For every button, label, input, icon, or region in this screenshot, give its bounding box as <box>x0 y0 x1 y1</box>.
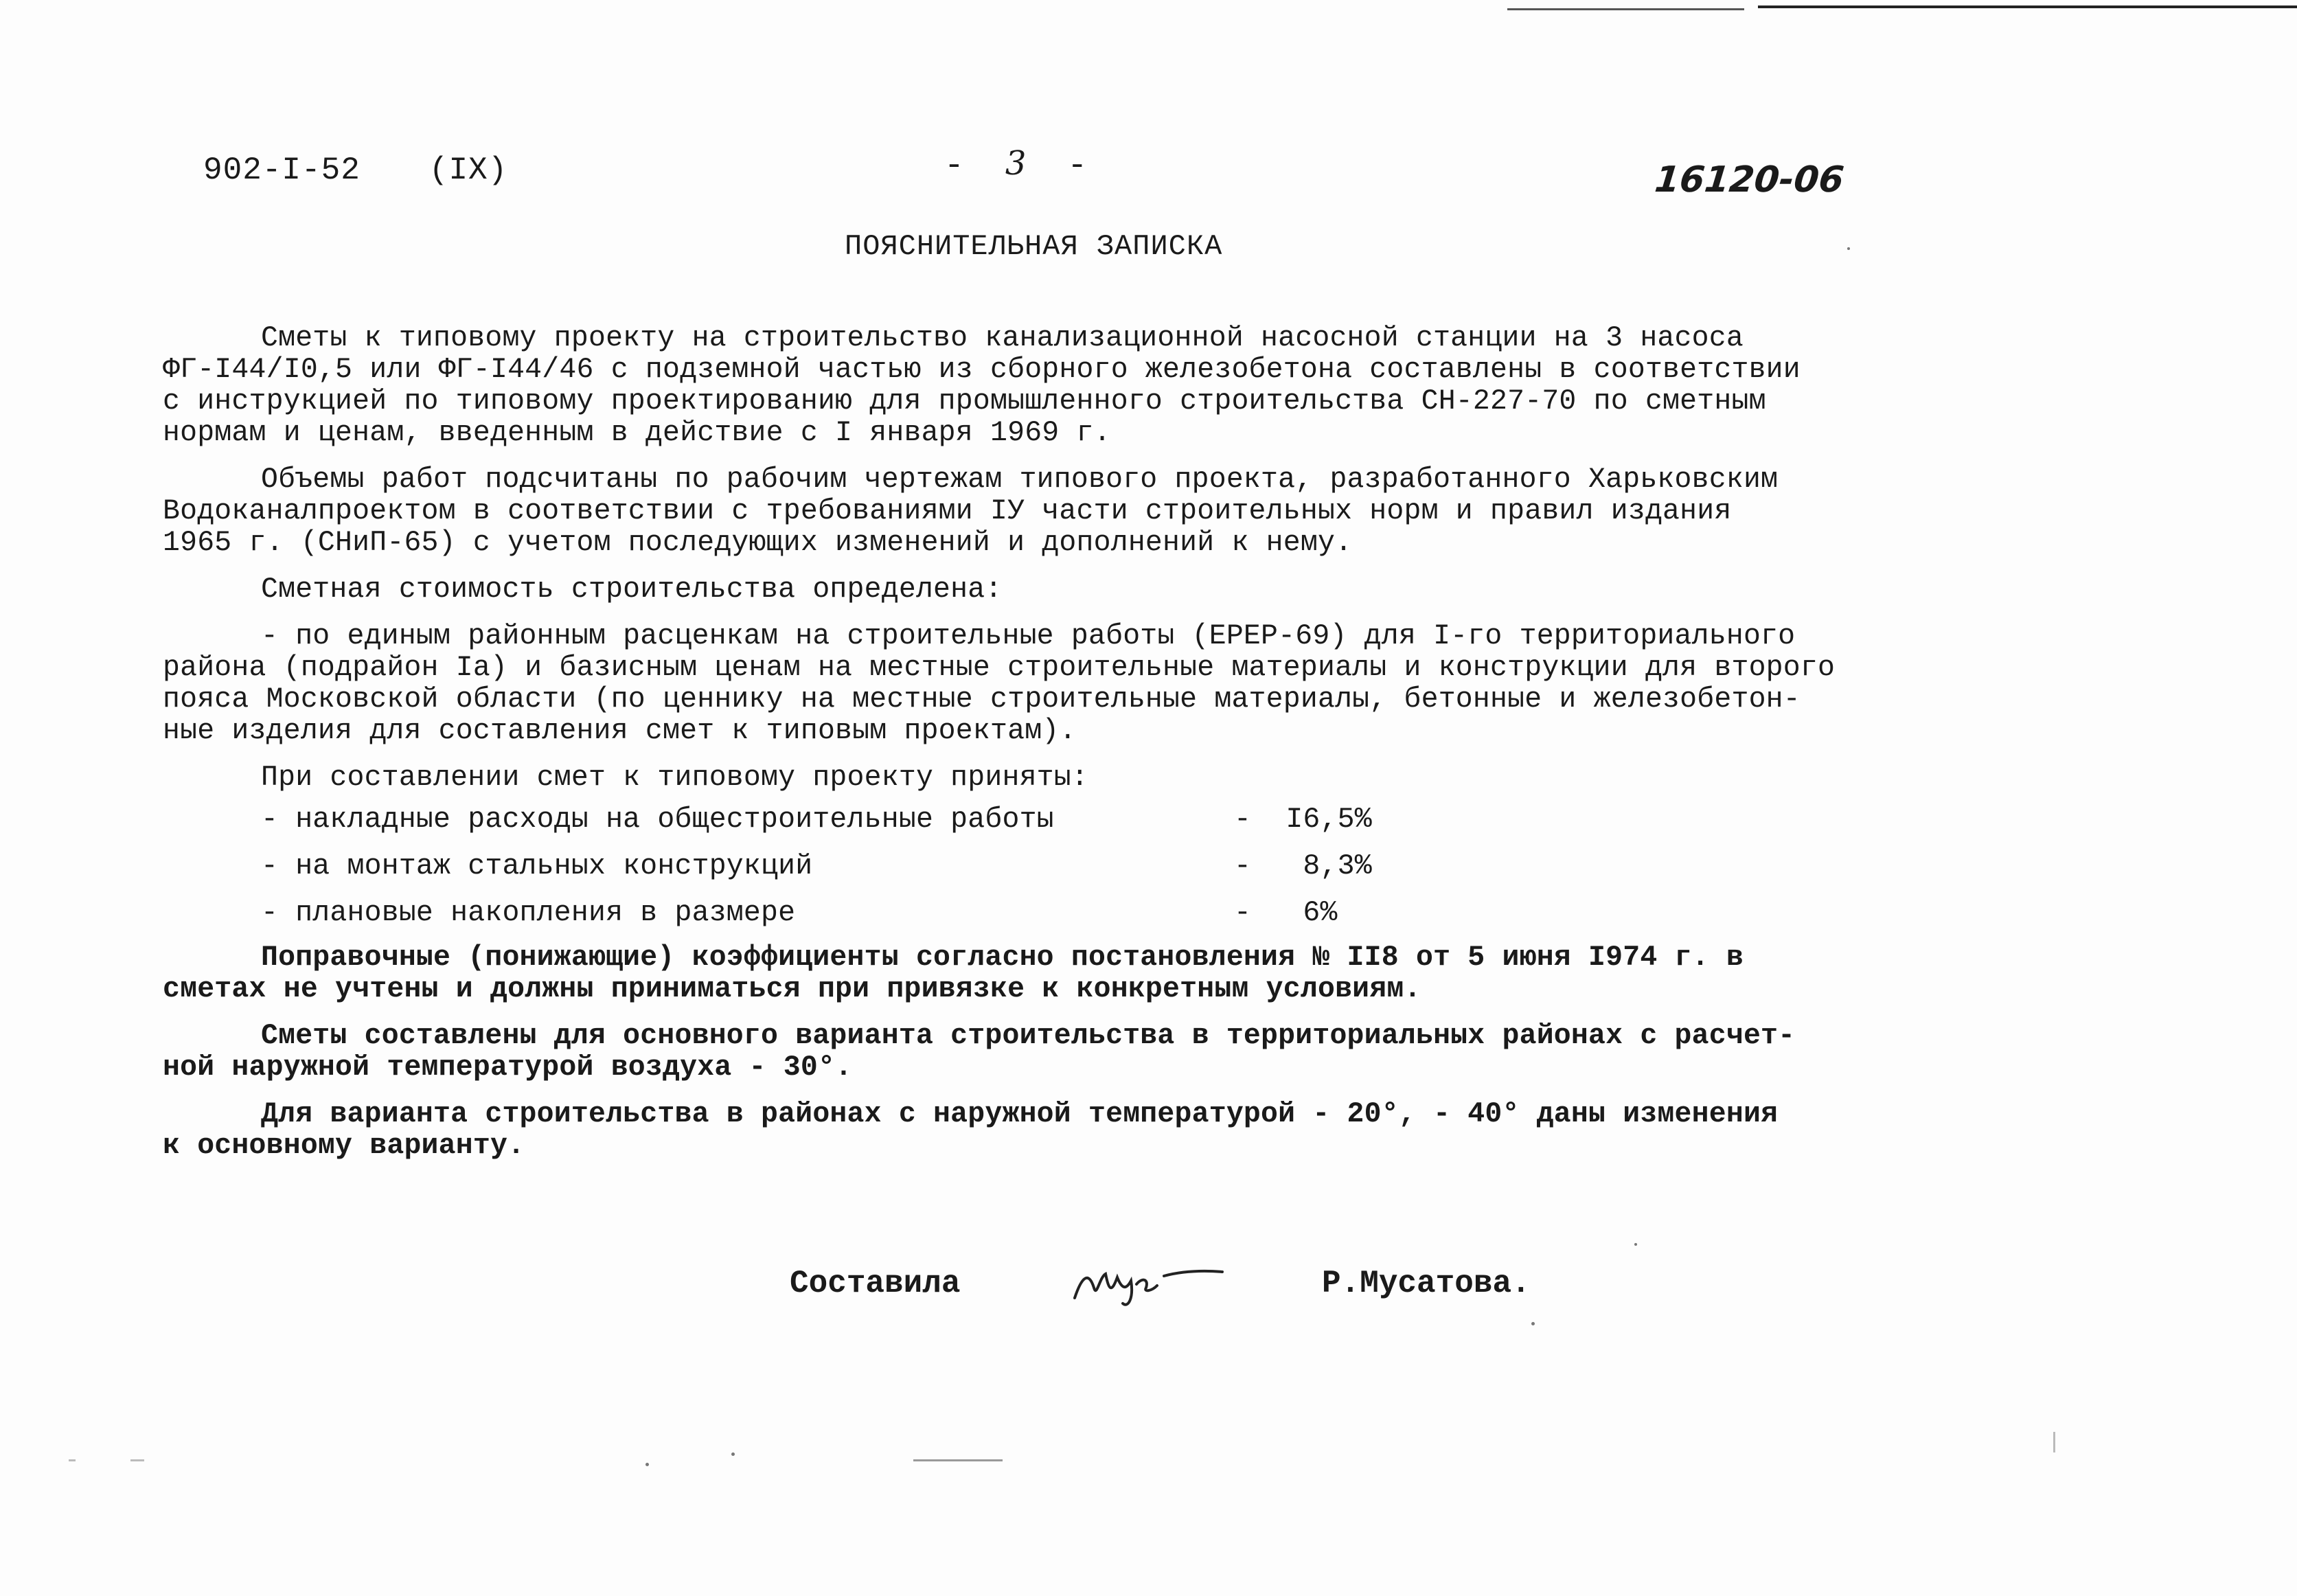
text-line: Для варианта строительства в районах с наружной температурой - 20°, - 40° даны изменения <box>261 1098 1779 1130</box>
scan-speck <box>1531 1322 1535 1325</box>
paragraph-accepted <box>163 762 2017 794</box>
rate-value: - 8,3% <box>1234 850 1372 882</box>
paragraph-rates-basis <box>163 621 2017 747</box>
paragraph-cost <box>163 574 2017 606</box>
paragraph-other-variants <box>163 1099 2017 1162</box>
text-line: ные изделия для составления смет к типовым проектам). <box>163 715 1077 747</box>
rate-label: - плановые накопления в размере <box>261 897 796 929</box>
compiled-by-label: Составила <box>790 1266 961 1301</box>
document-body <box>163 323 2017 1177</box>
doc-code-part: (IX) <box>428 152 508 188</box>
top-border-line <box>1507 8 1744 10</box>
page-number <box>944 144 1087 185</box>
rate-label: - на монтаж стальных конструкций <box>261 850 813 882</box>
text-line: нормам и ценам, введенным в действие с I января 1969 г. <box>163 417 1111 449</box>
archive-number: 16120-06 <box>1652 159 1847 201</box>
paragraph-coefficients <box>163 942 2017 1005</box>
paragraph-main-variant <box>163 1021 2017 1084</box>
handwritten-signature <box>1068 1250 1226 1312</box>
document-code <box>203 152 507 188</box>
text-line: Сметы к типовому проекту на строительство канализационной насосной станции на 3 насоса <box>261 322 1744 354</box>
top-border-line <box>1758 5 2297 8</box>
doc-code-number: 902-I-52 <box>203 152 361 188</box>
scan-speck <box>1634 1243 1637 1246</box>
text-line: - по единым районным расценкам на строительные работы (ЕРЕР-69) для I-го территориального <box>261 620 1796 652</box>
signature-block <box>790 1253 1614 1322</box>
text-line: с инструкцией по типовому проектированию для промышленного строительства СН-227-70 по сметным <box>163 385 1766 418</box>
scan-speck <box>913 1459 1003 1461</box>
scan-speck <box>731 1452 735 1456</box>
text-line: При составлении смет к типовому проекту приняты: <box>261 762 1088 794</box>
text-line: Поправочные (понижающие) коэффициенты согласно постановления № II8 от 5 июня I974 г. в <box>261 942 1744 974</box>
text-line: Объемы работ подсчитаны по рабочим чертежам типового проекта, разработанного Харьковским <box>261 464 1779 496</box>
paragraph-estimates <box>163 323 2017 449</box>
rate-value: - 6% <box>1234 897 1338 929</box>
text-line: пояса Московской области (по ценнику на местные строительные материалы, бетонные и железобетон- <box>163 683 1801 716</box>
rate-label: - накладные расходы на общестроительные работы <box>261 803 1054 836</box>
compiler-name: Р.Мусатова. <box>1322 1266 1531 1301</box>
text-line: к основному варианту. <box>163 1130 525 1162</box>
scan-speck <box>69 1459 76 1461</box>
text-line: Водоканалпроектом в соответствии с требованиями IУ части строительных норм и правил издания <box>163 495 1732 527</box>
rate-row <box>163 797 2017 843</box>
text-line: ной наружной температурой воздуха - 30°. <box>163 1051 853 1084</box>
scan-speck <box>130 1459 144 1461</box>
rate-row <box>163 890 2017 937</box>
rate-row <box>163 843 2017 890</box>
paragraph-volumes <box>163 464 2017 559</box>
scan-speck <box>645 1463 649 1466</box>
page-dash-right: - <box>1067 148 1088 185</box>
rates-list <box>163 797 2017 937</box>
text-line: Сметы составлены для основного варианта строительства в территориальных районах с расчет- <box>261 1020 1796 1052</box>
rate-value: - I6,5% <box>1234 803 1372 836</box>
page-dash-left: - <box>944 148 964 185</box>
text-line: 1965 г. (СНиП-65) с учетом последующих изменений и дополнений к нему. <box>163 527 1353 559</box>
page-number-value: 3 <box>1005 144 1027 183</box>
text-line: ФГ-I44/I0,5 или ФГ-I44/46 с подземной частью из сборного железобетона составлены в соответствии <box>163 354 1801 386</box>
text-line: Сметная стоимость строительства определена: <box>261 573 1003 606</box>
text-line: района (подрайон Iа) и базисным ценам на местные строительные материалы и конструкции для второго <box>163 652 1836 684</box>
document-title: ПОЯСНИТЕЛЬНАЯ ЗАПИСКА <box>845 230 1223 263</box>
scan-speck <box>2053 1432 2055 1452</box>
scan-speck <box>1847 247 1850 250</box>
text-line: сметах не учтены и должны приниматься при привязке к конкретным условиям. <box>163 973 1421 1005</box>
